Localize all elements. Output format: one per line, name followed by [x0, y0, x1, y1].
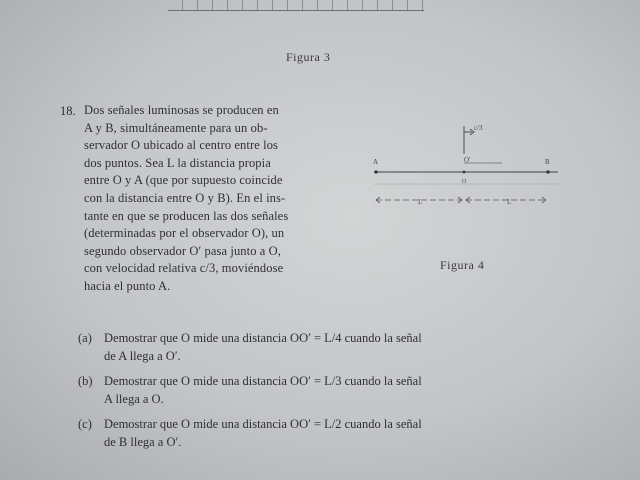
subquestion-label: (c) — [78, 417, 92, 431]
label-l-right: L — [507, 198, 512, 206]
label-a: A — [373, 158, 379, 166]
subquestion-a — [78, 330, 558, 365]
point-b — [546, 170, 549, 173]
subquestion-list — [78, 330, 558, 459]
figure-4-diagram — [366, 118, 562, 218]
figure-3-graphic — [168, 0, 424, 11]
point-a — [374, 170, 377, 173]
problem-text — [84, 102, 346, 296]
subquestion-text — [104, 330, 558, 365]
problem-line: con la distancia entre O y B). En el ins- — [84, 190, 286, 205]
problem-line: entre O y A (que por supuesto coincide — [84, 173, 283, 188]
subquestion-c — [78, 416, 558, 451]
subquestion-line: de A llega a O′. — [104, 348, 181, 363]
subquestion-b — [78, 373, 558, 408]
problem-line: hacia el punto A. — [84, 278, 171, 293]
label-o: O — [462, 179, 467, 185]
problem-line: Dos señales luminosas se producen en — [84, 103, 279, 117]
label-b: B — [545, 158, 550, 166]
problem-line: segundo observador O′ pasa junto a O, — [84, 243, 282, 258]
problem-line: con velocidad relativa c/3, moviéndose — [84, 261, 284, 276]
problem-line: (determinadas por el observador O), un — [84, 226, 285, 241]
subquestion-label: (a) — [78, 331, 92, 345]
subquestion-text — [104, 416, 558, 451]
subquestion-label: (b) — [78, 374, 93, 388]
problem-line: servador O ubicado al centro entre los — [84, 138, 279, 153]
subquestion-line: Demostrar que O mide una distancia OO′ = L/4 cuando la señal — [104, 331, 422, 345]
problem-number: 18. — [60, 104, 76, 118]
subquestion-line: A llega a O. — [104, 391, 164, 406]
velocity-label: c/3 — [474, 124, 483, 132]
subquestion-line: de B llega a O′. — [104, 434, 182, 449]
label-l-left: L — [418, 198, 423, 206]
figure-4-caption: Figura 4 — [440, 258, 485, 272]
point-o — [463, 171, 466, 174]
subquestion-line: Demostrar que O mide una distancia OO′ = L/2 cuando la señal — [104, 417, 422, 431]
oprime-label: O′ — [464, 156, 471, 164]
subquestion-text — [104, 373, 558, 408]
subquestion-line: Demostrar que O mide una distancia OO′ = L/3 cuando la señal — [104, 374, 422, 388]
problem-line: tante en que se producen las dos señales — [84, 208, 289, 223]
problem-line: dos puntos. Sea L la distancia propia — [84, 155, 271, 170]
figure-3-caption: Figura 3 — [286, 50, 331, 64]
problem-line: A y B, simultáneamente para un ob- — [84, 120, 268, 135]
